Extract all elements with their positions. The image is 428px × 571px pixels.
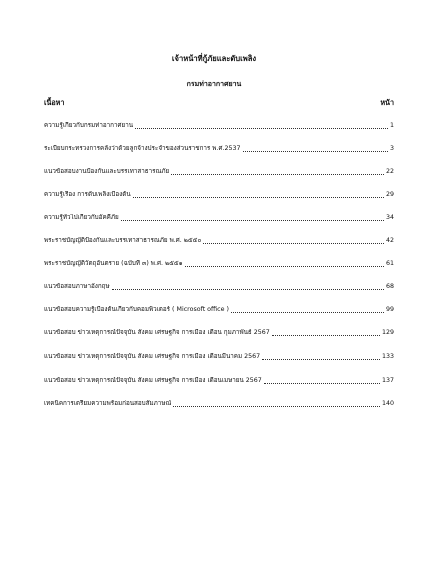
toc-entry-title: แนวข้อสอบ ข่าวเหตุการณ์ปัจจุบัน สังคม เศรษฐกิจ การเมือง เดือน กุมภาพันธ์ 2567 bbox=[44, 329, 270, 336]
toc-entry-title: ความรู้ทั่วไปเกี่ยวกับอัคคีภัย bbox=[44, 214, 119, 221]
toc-entry bbox=[44, 143, 394, 153]
toc-entry-title: ความรู้เกี่ยวกับกรมท่าอากาศยาน bbox=[44, 122, 134, 129]
toc-entry-page: 137 bbox=[381, 377, 394, 384]
dot-leader bbox=[203, 242, 384, 244]
toc-entry-page: 129 bbox=[381, 329, 394, 336]
toc-entry bbox=[44, 235, 394, 245]
dot-leader bbox=[121, 219, 384, 221]
toc-entry-page: 140 bbox=[381, 400, 394, 407]
toc-entry bbox=[44, 166, 394, 176]
toc-entry bbox=[44, 375, 394, 385]
toc-entry-title: แนวข้อสอบ ข่าวเหตุการณ์ปัจจุบัน สังคม เศรษฐกิจ การเมือง เดือนเมษายน 2567 bbox=[44, 377, 262, 384]
dot-leader bbox=[171, 173, 384, 175]
toc-entry bbox=[44, 120, 394, 130]
toc-entry-page: 34 bbox=[385, 214, 394, 221]
toc-entry bbox=[44, 281, 394, 291]
dot-leader bbox=[231, 311, 384, 313]
dot-leader bbox=[264, 382, 380, 384]
toc-entry bbox=[44, 327, 394, 337]
toc-entry-page: 68 bbox=[385, 283, 394, 290]
toc-entry-page: 3 bbox=[389, 145, 394, 152]
dot-leader bbox=[135, 127, 388, 129]
dot-leader bbox=[262, 358, 380, 360]
dot-leader bbox=[243, 150, 388, 152]
toc-entry-title: ระเบียบกระทรวงการคลังว่าด้วยลูกจ้างประจำของส่วนราชการ พ.ศ.2537 bbox=[44, 145, 241, 152]
toc-entry-title: พระราชบัญญัติป้องกันและบรรเทาสาธารณภัย พ.ศ. ๒๕๕๐ bbox=[44, 237, 202, 244]
toc-entry bbox=[44, 398, 394, 408]
toc-entry-title: แนวข้อสอบภาษาอังกฤษ bbox=[44, 283, 110, 290]
toc-entry-page: 29 bbox=[385, 191, 394, 198]
page-column-label: หน้า bbox=[380, 98, 394, 107]
dot-leader bbox=[133, 196, 384, 198]
toc-entry-page: 99 bbox=[385, 306, 394, 313]
document-subtitle: กรมท่าอากาศยาน bbox=[186, 80, 242, 88]
toc-entry-page: 1 bbox=[389, 122, 394, 129]
toc-entry-title: พระราชบัญญัติวัตถุอันตราย (ฉบับที่ ๓) พ.ศ. ๒๕๕๑ bbox=[44, 260, 183, 267]
content-column-label: เนื้อหา bbox=[44, 98, 65, 107]
toc-entry-page: 42 bbox=[385, 237, 394, 244]
toc-entry-title: แนวข้อสอบความรู้เบื้องต้นเกี่ยวกับคอมพิวเตอร์ ( Microsoft office ) bbox=[44, 306, 229, 313]
dot-leader bbox=[185, 265, 384, 267]
toc-entry bbox=[44, 212, 394, 222]
dot-leader bbox=[112, 288, 384, 290]
toc-entry bbox=[44, 189, 394, 199]
toc-entry bbox=[44, 304, 394, 314]
toc-entry-page: 133 bbox=[381, 353, 394, 360]
toc-entry-page: 22 bbox=[385, 168, 394, 175]
toc-entry-title: เทคนิคการเตรียมความพร้อมก่อนสอบสัมภาษณ์ bbox=[44, 400, 172, 407]
toc-entry-title: ความรู้เรื่อง การดับเพลิงเบื้องต้น bbox=[44, 191, 131, 198]
document-title: เจ้าหน้าที่กู้ภัยและดับเพลิง bbox=[171, 54, 257, 63]
toc-entry bbox=[44, 258, 394, 268]
toc-entry-title: แนวข้อสอบงานป้องกันและบรรเทาสาธารณภัย bbox=[44, 168, 170, 175]
dot-leader bbox=[173, 405, 380, 407]
toc-entry bbox=[44, 351, 394, 361]
toc-entry-title: แนวข้อสอบ ข่าวเหตุการณ์ปัจจุบัน สังคม เศรษฐกิจ การเมือง เดือนมีนาคม 2567 bbox=[44, 353, 261, 360]
toc-entry-page: 61 bbox=[385, 260, 394, 267]
dot-leader bbox=[272, 334, 380, 336]
